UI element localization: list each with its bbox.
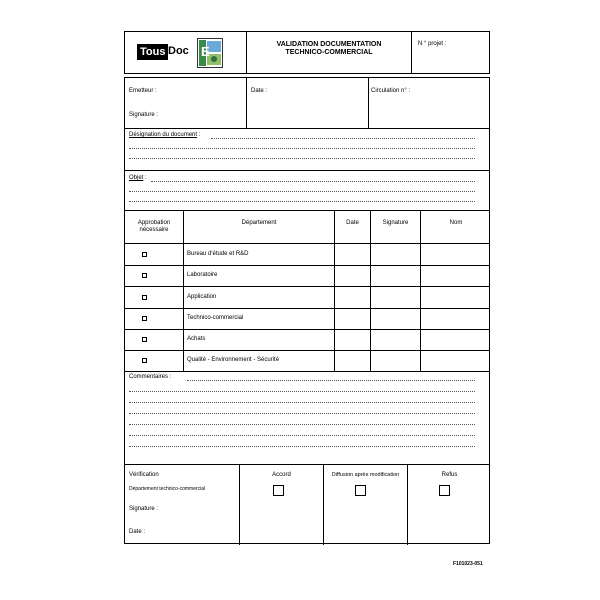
signature-header: Signature <box>382 220 409 226</box>
date-header: Date <box>346 220 359 226</box>
approval-checkbox-achats[interactable] <box>142 337 147 342</box>
comment-line <box>187 380 475 381</box>
logo-text-doc: Doc <box>168 45 189 57</box>
designation-label-text: Désignation du document <box>129 132 198 138</box>
logo-emblem-letter: E <box>201 44 210 59</box>
refus-label: Refus <box>441 472 458 478</box>
objet-line <box>151 181 475 182</box>
form-code: F101023-051 <box>453 561 483 567</box>
form-body <box>124 77 490 544</box>
emitter-signature-label: Signature : <box>129 112 159 118</box>
diffusion-checkbox[interactable] <box>355 485 366 496</box>
accord-checkbox[interactable] <box>273 485 284 496</box>
comment-line <box>129 446 475 447</box>
approval-checkbox-technico-commercial[interactable] <box>142 316 147 321</box>
header-section <box>124 31 490 74</box>
approval-checkbox-laboratoire[interactable] <box>142 273 147 278</box>
department-name: Laboratoire <box>187 272 218 278</box>
form-title-line1: VALIDATION DOCUMENTATION <box>276 41 382 48</box>
department-name: Qualité - Environnement - Sécurité <box>187 357 280 363</box>
verification-department: Département technico-commercial <box>129 486 206 492</box>
issuer-date-label: Date : <box>251 88 268 94</box>
approval-checkbox-qse[interactable] <box>142 358 147 363</box>
approval-checkbox-application[interactable] <box>142 295 147 300</box>
logo-emblem <box>197 38 223 68</box>
emitter-label: Emetteur : <box>129 88 157 94</box>
comment-line <box>129 391 475 392</box>
comment-line <box>129 402 475 403</box>
approval-checkbox-bureau-etude[interactable] <box>142 252 147 257</box>
department-name: Achats <box>187 336 206 342</box>
form-title-line2: TECHNICO-COMMERCIAL <box>285 49 373 56</box>
verification-title: Vérification <box>129 472 159 478</box>
objet-line <box>129 201 475 202</box>
comment-line <box>129 435 475 436</box>
designation-line <box>129 158 475 159</box>
comment-line <box>129 424 475 425</box>
objet-line <box>129 191 475 192</box>
objet-label-text: Objet <box>129 175 144 181</box>
comments-label: Commentaires : <box>129 374 172 380</box>
department-name: Technico-commercial <box>187 315 244 321</box>
comment-line <box>129 413 475 414</box>
approval-header: Approbation nécessaire <box>137 220 171 233</box>
designation-line <box>211 138 475 139</box>
verification-signature-label: Signature : <box>129 506 159 512</box>
refus-checkbox[interactable] <box>439 485 450 496</box>
designation-label: Désignation du document : <box>129 132 201 138</box>
verification-date-label: Date : <box>129 529 146 535</box>
designation-line <box>129 148 475 149</box>
circulation-number-label: Circulation n° : <box>371 88 411 94</box>
objet-label: Objet : <box>129 175 147 181</box>
logo-text-tous: Tous <box>137 44 168 60</box>
diffusion-label: Diffusion après modification <box>331 472 400 478</box>
accord-label: Accord <box>272 472 291 478</box>
department-name: Application <box>187 294 217 300</box>
department-header: Département <box>241 220 277 226</box>
name-header: Nom <box>449 220 463 226</box>
department-name: Bureau d'étude et R&D <box>187 251 249 257</box>
project-number-label: N ° projet : <box>418 41 447 47</box>
